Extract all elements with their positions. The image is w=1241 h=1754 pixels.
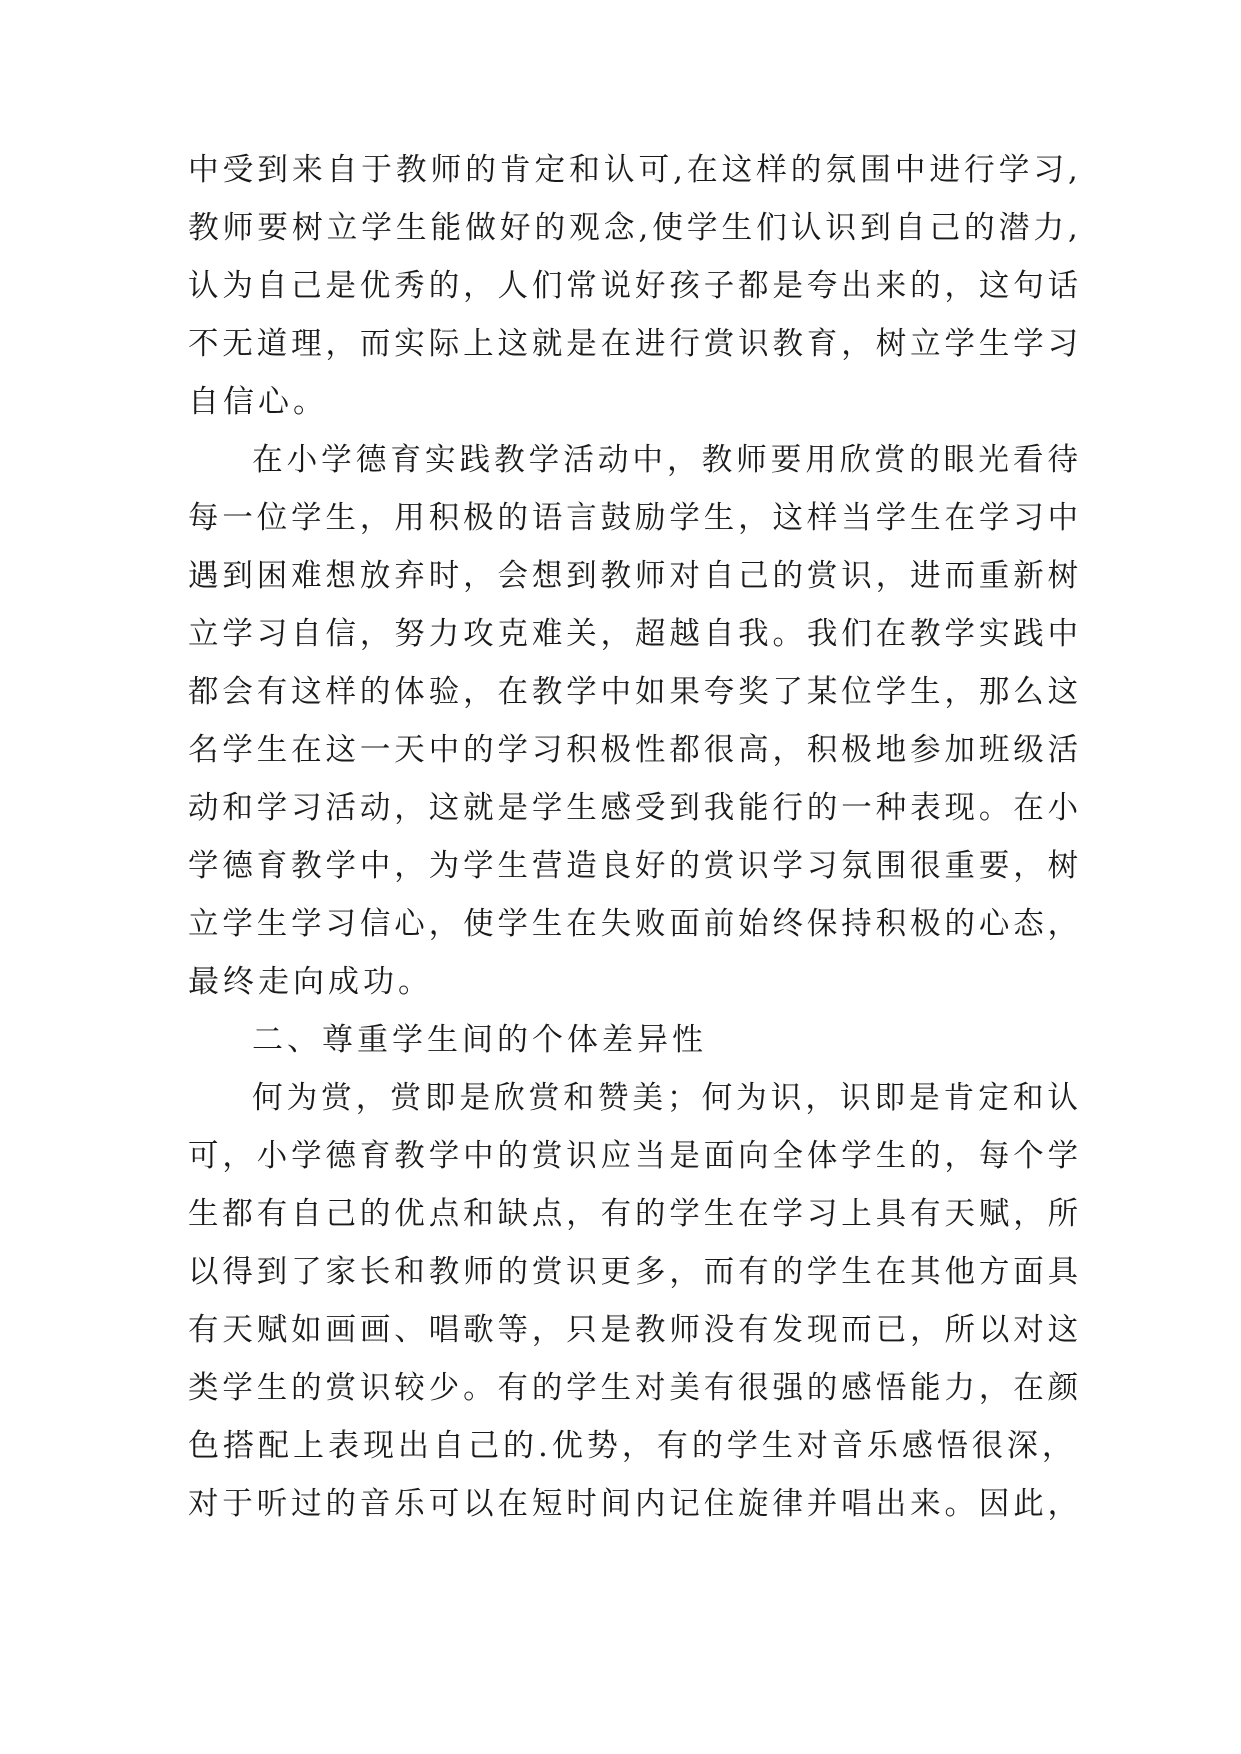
text-line: 以得到了家长和教师的赏识更多，而有的学生在其他方面具 (188, 1254, 1082, 1290)
paragraph-first-line: 何为赏，赏即是欣赏和赞美；何为识，识即是肯定和认 (252, 1080, 1082, 1116)
text-line: 认为自己是优秀的，人们常说好孩子都是夸出来的，这句话 (188, 268, 1082, 304)
text-line: 立学习自信，努力攻克难关，超越自我。我们在教学实践中 (188, 616, 1082, 652)
text-line: 中受到来自于教师的肯定和认可,在这样的氛围中进行学习, (188, 152, 1082, 188)
text-line: 遇到困难想放弃时，会想到教师对自己的赏识，进而重新树 (188, 558, 1082, 594)
text-line: 立学生学习信心，使学生在失败面前始终保持积极的心态， (188, 906, 1082, 942)
text-line: 类学生的赏识较少。有的学生对美有很强的感悟能力，在颜 (188, 1370, 1082, 1406)
text-line: 动和学习活动，这就是学生感受到我能行的一种表现。在小 (188, 790, 1082, 826)
text-line: 自信心。 (188, 384, 328, 420)
text-line: 不无道理，而实际上这就是在进行赏识教育，树立学生学习 (188, 326, 1082, 362)
text-line: 名学生在这一天中的学习积极性都很高，积极地参加班级活 (188, 732, 1082, 768)
text-line: 有天赋如画画、唱歌等，只是教师没有发现而已，所以对这 (188, 1312, 1082, 1348)
text-line: 最终走向成功。 (188, 964, 433, 1000)
text-line: 可，小学德育教学中的赏识应当是面向全体学生的，每个学 (188, 1138, 1082, 1174)
text-line: 生都有自己的优点和缺点，有的学生在学习上具有天赋，所 (188, 1196, 1082, 1232)
text-line: 都会有这样的体验，在教学中如果夸奖了某位学生，那么这 (188, 674, 1082, 710)
text-line: 教师要树立学生能做好的观念,使学生们认识到自己的潜力, (188, 210, 1082, 246)
text-line: 色搭配上表现出自己的.优势，有的学生对音乐感悟很深， (188, 1428, 1077, 1464)
text-line: 每一位学生，用积极的语言鼓励学生，这样当学生在学习中 (188, 500, 1082, 536)
text-line: 学德育教学中，为学生营造良好的赏识学习氛围很重要，树 (188, 848, 1082, 884)
text-line: 对于听过的音乐可以在短时间内记住旋律并唱出来。因此， (188, 1486, 1082, 1522)
section-heading: 二、尊重学生间的个体差异性 (252, 1022, 707, 1058)
paragraph-first-line: 在小学德育实践教学活动中，教师要用欣赏的眼光看待 (252, 442, 1082, 478)
